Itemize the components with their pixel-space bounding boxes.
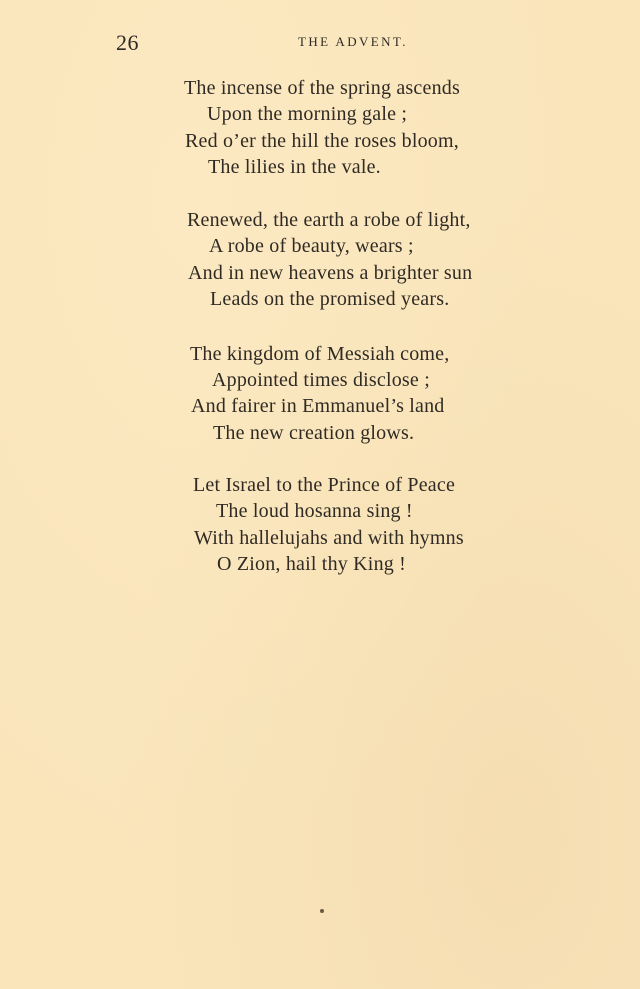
poem-line: O Zion, hail thy King ! [217,553,407,575]
poem-line: Leads on the promised years. [210,288,450,310]
page-number: 26 [116,30,139,55]
poem-line: Renewed, the earth a robe of light, [187,209,471,231]
poem-line: With hallelujahs and with hymns [194,527,464,549]
poem-line: Upon the morning gale ; [207,103,408,125]
poem-line: The kingdom of Messiah come, [190,343,450,365]
poem-line: Appointed times disclose ; [212,369,430,391]
page-header [0,30,640,54]
poem-line: And fairer in Emmanuel’s land [191,395,445,417]
poem-line: The loud hosanna sing ! [216,500,413,522]
paper-speck [320,909,324,913]
poem-line: A robe of beauty, wears ; [209,235,414,257]
poem-line: And in new heavens a brighter sun [188,262,473,284]
poem-line: The incense of the spring ascends [184,77,460,99]
poem-line: The new creation glows. [213,422,415,444]
poem-line: The lilies in the vale. [208,156,381,178]
poem-line: Let Israel to the Prince of Peace [193,474,456,496]
running-title: THE ADVENT. [298,34,408,49]
poem-line: Red o’er the hill the roses bloom, [185,130,459,152]
